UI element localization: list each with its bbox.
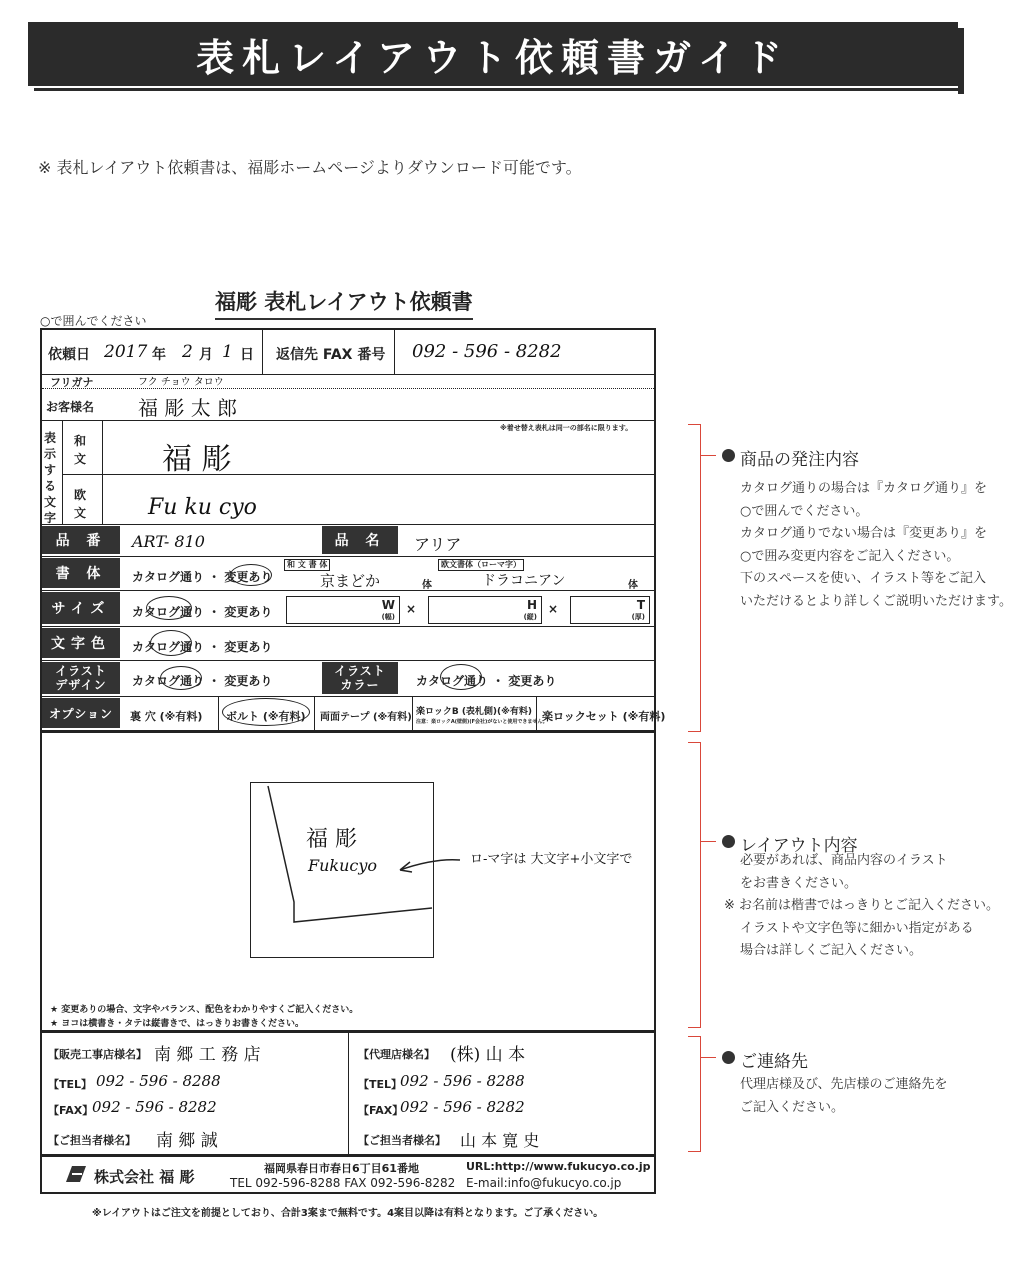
wabun-font-value: 京まどか: [320, 572, 381, 590]
year-unit: 年: [152, 347, 166, 363]
times-sign: ×: [548, 602, 559, 616]
layout-footnote: ★ 変更ありの場合、文字やバランス、配色をわかりやすくご記入ください。: [50, 1005, 359, 1015]
tai-label: 体: [422, 580, 432, 591]
bottom-note: ※レイアウトはご注文を前提としており、合計3案まで無料です。4案目以降は有料となります。ご了承ください。: [92, 1208, 604, 1219]
shop-tel: 092 - 596 - 8288: [96, 1072, 221, 1090]
section-text-contact: 代理店様及び、先店様のご連絡先を ご記入ください。: [740, 1077, 948, 1115]
o-value: Fu ku cyo: [148, 495, 257, 520]
order-bracket: [688, 424, 701, 732]
obun-font-tag: 欧文書体（ローマ字）: [438, 559, 524, 571]
agent-staff: 山 本 寛 史: [460, 1131, 540, 1150]
shop-label: 【販売工事店様名】: [48, 1048, 147, 1061]
company-phone: TEL 092-596-8288 FAX 092-596-8282: [230, 1176, 456, 1190]
layout-note: ロ-マ字は 大文字+小文字で: [470, 852, 633, 867]
download-note: ※ 表札レイアウト依頼書は、福彫ホームページよりダウンロード可能です。: [38, 158, 582, 177]
option-back-hole: 裏 穴 (※有料): [130, 710, 203, 723]
family-note: ※着せ替え表札は同一の部名に限ります。: [500, 424, 633, 432]
agent-fax-label: 【FAX】: [358, 1104, 404, 1117]
hinmei-value: アリア: [414, 535, 462, 554]
wabun-font-tag: 和 文 書 体: [284, 559, 330, 571]
option-bolt: ボルト (※有料): [226, 710, 306, 723]
layout-footnote: ★ ヨコは横書き・タテは縦書きで、はっきりお書きください。: [50, 1019, 305, 1029]
agent-tel-label: 【TEL】: [358, 1078, 403, 1091]
illust-color-label: イラスト カラー: [322, 662, 398, 694]
width-field[interactable]: W (幅): [286, 596, 400, 624]
section-title-order: 商品の発注内容: [740, 450, 859, 470]
size-label: サイズ: [42, 592, 120, 624]
wa-value: 福 彫: [162, 442, 232, 477]
shop-value: 南 郷 工 務 店: [154, 1045, 261, 1065]
color-choice: カタログ通り ・ 変更あり: [132, 640, 273, 654]
section-text-layout: 必要があれば、商品内容のイラスト をお書きください。 ※ お名前は楷書ではっきりとご記入ください。 イラストや文字色等に細かい指定がある 場合は詳しくご記入ください。: [724, 853, 1000, 958]
shotai-choice: カタログ通り ・ 変更あり: [132, 570, 273, 584]
shop-fax: 092 - 596 - 8282: [92, 1098, 217, 1116]
date-month: 2: [182, 342, 193, 362]
customer-label: お客様名: [46, 400, 95, 414]
tai-label: 体: [628, 580, 638, 591]
selection-circle: [230, 564, 272, 586]
selection-circle: [160, 666, 202, 690]
company-name: 株式会社 福 彫: [94, 1168, 195, 1186]
day-unit: 日: [240, 347, 254, 363]
agent-value: (株) 山 本: [450, 1045, 526, 1065]
shop-tel-label: 【TEL】: [48, 1078, 93, 1091]
order-form: [40, 328, 666, 1194]
circle-note: ○で囲んでください: [40, 314, 147, 328]
agent-fax: 092 - 596 - 8282: [400, 1098, 525, 1116]
shop-staff: 南 郷 誠: [156, 1131, 218, 1151]
agent-staff-label: 【ご担当者様名】: [358, 1134, 446, 1147]
contact-bracket: [688, 1036, 701, 1152]
option-lock-note: 注意：楽ロックA(壁側)(F会社)がないと使用できません。: [416, 719, 548, 725]
banner-shadow: [34, 88, 964, 91]
fax-value: 092 - 596 - 8282: [412, 341, 562, 362]
shop-staff-label: 【ご担当者様名】: [48, 1134, 136, 1147]
option-tape: 両面テープ (※有料): [320, 712, 412, 723]
hinban-label: 品 番: [42, 526, 120, 554]
wa-label: 和文: [74, 434, 87, 466]
illust-design-choice: カタログ通り ・ 変更あり: [132, 674, 273, 688]
section-title-contact: ご連絡先: [740, 1052, 808, 1072]
company-url[interactable]: URL:http://www.fukucyo.co.jp: [466, 1160, 651, 1173]
furigana-label: フリガナ: [50, 376, 94, 389]
bullet-icon: [722, 835, 735, 848]
layout-text-wa: 福 彫: [306, 827, 357, 852]
date-label: 依頼日: [48, 347, 90, 363]
section-title-layout: レイアウト内容: [740, 836, 858, 856]
layout-text-o: Fukucyo: [308, 856, 378, 875]
bullet-icon: [722, 1051, 735, 1064]
o-label: 欧文: [74, 488, 87, 520]
option-lock-set: 楽ロックセット (※有料): [542, 710, 666, 723]
option-label: オプション: [42, 698, 120, 728]
bracket-tick: [700, 1057, 716, 1058]
section-text-order: カタログ通りの場合は『カタログ通り』を ○で囲んでください。 カタログ通りでない場合は『変更あり』を ○で囲み変更内容をご記入ください。 下のスペースを使い、イラスト等をご記入 いただけるとより詳しくご説明いただけます。: [740, 481, 1012, 609]
arrow-icon: [394, 852, 464, 876]
selection-circle: [150, 630, 192, 656]
size-choice: カタログ通り ・ 変更あり: [132, 605, 273, 619]
thickness-field[interactable]: T (厚): [570, 596, 650, 624]
company-email[interactable]: E-mail:info@fukucyo.co.jp: [466, 1176, 622, 1190]
bracket-tick: [700, 455, 716, 456]
hinmei-label: 品 名: [322, 526, 398, 554]
company-logo-icon: [64, 1164, 88, 1184]
customer-value: 福 彫 太 郎: [138, 396, 238, 420]
form-title: 福彫 表札レイアウト依頼書: [215, 286, 473, 320]
times-sign: ×: [406, 602, 417, 616]
fax-label: 返信先 FAX 番号: [276, 347, 386, 363]
option-lock-b: 楽ロックB (表札側)(※有料): [416, 707, 533, 717]
selection-circle: [440, 664, 482, 690]
bullet-icon: [722, 449, 735, 462]
banner-shadow: [958, 28, 964, 94]
agent-tel: 092 - 596 - 8288: [400, 1072, 525, 1090]
shop-fax-label: 【FAX】: [48, 1104, 94, 1117]
selection-circle: [222, 698, 310, 726]
display-label: 表示する文字: [44, 431, 57, 525]
company-address: 福岡県春日市春日6丁目61番地: [264, 1162, 419, 1175]
hinban-value: ART- 810: [132, 532, 205, 551]
obun-font-value: ドラコニアン: [482, 573, 566, 589]
illust-design-label: イラスト デザイン: [42, 662, 120, 694]
page-title: 表札レイアウト依頼書ガイド: [28, 22, 958, 86]
height-field[interactable]: H (縦): [428, 596, 542, 624]
date-day: 1: [222, 342, 233, 362]
bracket-tick: [700, 841, 716, 842]
date-year: 2017: [104, 342, 148, 362]
layout-bracket: [688, 742, 701, 1028]
selection-circle: [146, 596, 192, 620]
color-label: 文字色: [42, 628, 120, 658]
illust-color-choice: カタログ通り ・ 変更あり: [416, 674, 557, 688]
shotai-label: 書 体: [42, 558, 120, 588]
furigana-value: フク チョウ タロウ: [138, 377, 224, 388]
agent-label: 【代理店様名】: [358, 1048, 435, 1061]
month-unit: 月: [199, 347, 213, 363]
